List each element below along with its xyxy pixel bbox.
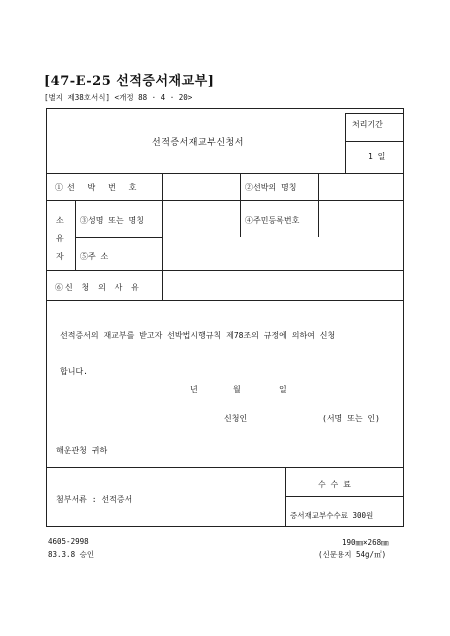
attachments-label: 첨부서류 : 선적증서 (56, 495, 133, 504)
registration-number-label: ④주민등록번호 (245, 216, 300, 225)
address-label: ⑤주 소 (80, 252, 109, 261)
owner-name-label: ③성명 또는 명칭 (80, 216, 145, 225)
application-reason-label: ⑥신 청 의 사 유 (55, 283, 141, 292)
application-statement: 선적증서의 재교부를 받고자 선박법시행규칙 제78조의 규정에 의하여 신청 (60, 331, 336, 340)
date-month: 월 (233, 385, 241, 394)
row-line-4 (46, 300, 404, 301)
processing-period-label: 처리기간 (352, 120, 383, 129)
row-line-1 (46, 200, 404, 201)
application-statement-end: 합니다. (60, 367, 89, 376)
frame-top-line (46, 108, 404, 109)
fee-divider (285, 496, 404, 497)
owner-label-char-2: 유 (56, 234, 64, 243)
date-day: 일 (279, 385, 287, 394)
owner-label-char-1: 소 (56, 216, 64, 225)
signature-label: (서명 또는 인) (322, 414, 380, 423)
date-year: 년 (190, 385, 198, 394)
col-line-label (162, 173, 163, 300)
form-title: 선적증서재교부신청서 (152, 138, 244, 148)
fee-header: 수 수 료 (318, 480, 351, 489)
footer-top-line (46, 467, 404, 468)
processing-box-top (345, 113, 403, 114)
frame-right-line (403, 108, 404, 526)
approval-date: 83.3.8 승인 (48, 550, 95, 559)
processing-box-divider (345, 141, 403, 142)
frame-left-line (46, 108, 47, 526)
addressee-label: 해운관청 귀하 (56, 446, 108, 455)
table-top-line (46, 173, 404, 174)
owner-label-char-3: 자 (56, 252, 64, 261)
fee-value: 증서재교부수수료 300원 (290, 511, 374, 520)
paper-spec: (신문용지 54g/㎡) (318, 550, 387, 559)
form-number: 4605-2998 (48, 537, 89, 546)
frame-bottom-line (46, 526, 404, 527)
ship-name-label: ②선박의 명칭 (245, 183, 297, 192)
ship-number-label: ①선 박 번 호 (55, 183, 141, 192)
row-line-2 (75, 237, 162, 238)
col-line-owner (75, 200, 76, 270)
processing-box-left (345, 113, 346, 173)
col-line-mid (240, 173, 241, 237)
document-code-title: [47-E-25 선적증서재교부] (44, 74, 215, 89)
regulation-reference: [별지 제38호서식] <개정 88 · 4 · 20> (44, 93, 193, 102)
row-line-3 (46, 270, 404, 271)
applicant-label: 신청인 (224, 414, 248, 423)
processing-period-value: 1 일 (368, 152, 386, 161)
paper-size: 190㎜×268㎜ (342, 538, 389, 547)
col-line-right-label (318, 173, 319, 237)
